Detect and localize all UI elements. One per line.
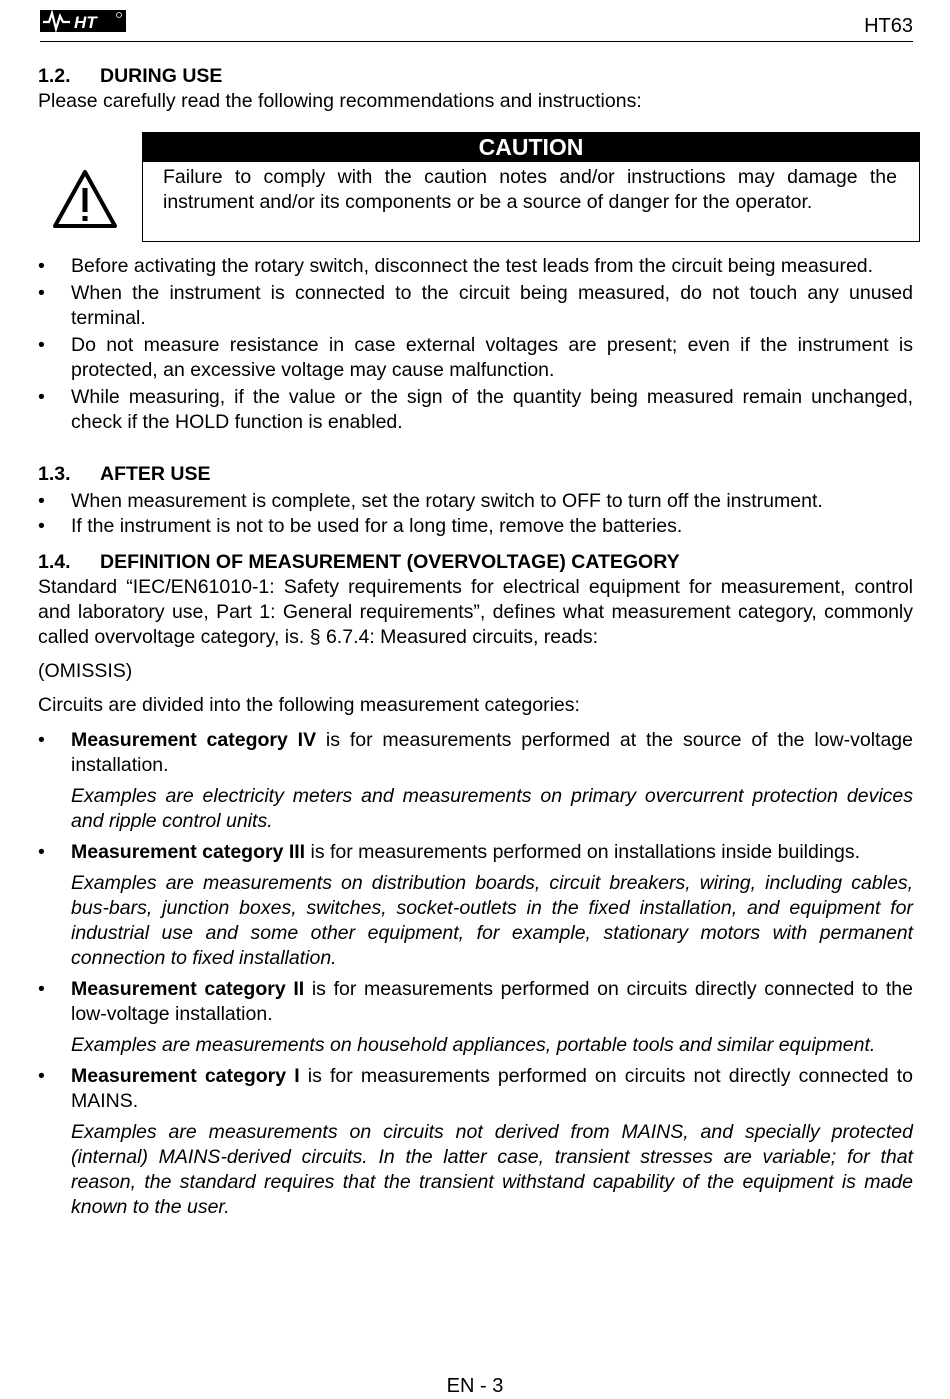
caution-box (142, 162, 920, 242)
after-use-list (38, 489, 913, 539)
bullet: • (38, 729, 45, 751)
category-example: Examples are electricity meters and measurements on primary overcurrent protection devices and ripple control units. (71, 785, 913, 832)
category-item (38, 977, 913, 1027)
caution-block (38, 132, 913, 244)
model-name: HT63 (864, 15, 913, 37)
section-number: 1.4. (38, 551, 71, 573)
bullet: • (38, 334, 45, 356)
standard-paragraph: Standard “IEC/EN61010-1: Safety requirements for electrical equipment for measurement, control and laboratory use, Part 1: General requirements”, defines what measurement category, commonly called overvoltage category, is. § 6.7.4: Measured circuits, reads: (38, 576, 913, 648)
ht-logo (40, 8, 126, 34)
category-example: Examples are measurements on household appliances, portable tools and similar equipment. (71, 1034, 876, 1056)
list-item: • Before activating the rotary switch, disconnect the test leads from the circuit being measured. (38, 255, 874, 277)
list-item: • While measuring, if the value or the sign of the quantity being measured remain unchanged, check if the HOLD function is enabled. (38, 386, 913, 433)
section-title: AFTER USE (100, 463, 211, 485)
categories-intro: Circuits are divided into the following measurement categories: (38, 694, 580, 716)
page-number: EN - 3 (446, 1375, 504, 1397)
omissis-text: (OMISSIS) (38, 660, 133, 682)
section-number: 1.3. (38, 463, 71, 485)
category-text: is for measurements performed on installations inside buildings. (305, 841, 861, 863)
category-label: Measurement category IV (71, 729, 317, 751)
list-item: • When measurement is complete, set the rotary switch to OFF to turn off the instrument. (38, 490, 823, 512)
category-example: Examples are measurements on circuits not derived from MAINS, and specially protected (internal) MAINS-derived circuits. In the latter case, transient stresses are variable; for that reason, the standard requires that the transient withstand capability of the equipment is made known to the user. (71, 1121, 913, 1218)
category-item (38, 840, 913, 865)
section-title: DEFINITION OF MEASUREMENT (OVERVOLTAGE) CATEGORY (100, 551, 680, 573)
category-text: is for measurements performed on circuits directly connected to the low-voltage installation. (71, 978, 914, 1025)
bullet: • (38, 1065, 45, 1087)
section-heading-1-2 (38, 64, 913, 89)
category-item (38, 1064, 913, 1114)
category-text: is for measurements performed at the source of the low-voltage installation. (71, 729, 913, 776)
category-label: Measurement category II (71, 978, 305, 1000)
category-example: Examples are measurements on distribution boards, circuit breakers, wiring, including cables, bus-bars, junction boxes, switches, socket-outlets in the fixed installation, and equipment for industrial use and some other equipment, for example, stationary motors with permanent connection to fixed installation. (71, 872, 913, 969)
bullet: • (38, 978, 45, 1000)
category-text: is for measurements performed on circuits not directly connected to MAINS. (71, 1065, 913, 1112)
page-content (38, 64, 913, 1220)
logo-text: HT (74, 13, 97, 32)
section-heading-1-3 (38, 462, 913, 487)
categories-list (38, 728, 913, 1220)
caution-text: Failure to comply with the caution notes and/or instructions may damage the instrument and/or its components or be a source of danger for the operator. (163, 166, 897, 213)
during-use-list (38, 254, 913, 435)
bullet: • (38, 841, 45, 863)
list-item: • When the instrument is connected to the circuit being measured, do not touch any unused terminal. (38, 282, 913, 329)
bullet: • (38, 386, 45, 408)
list-item: • If the instrument is not to be used for a long time, remove the batteries. (38, 515, 683, 537)
caution-title: CAUTION (142, 132, 920, 162)
list-item: • Do not measure resistance in case external voltages are present; even if the instrument is protected, an excessive voltage may cause malfunction. (38, 334, 913, 381)
bullet: • (38, 490, 45, 512)
warning-triangle-icon (52, 168, 118, 230)
section-intro: Please carefully read the following recommendations and instructions: (38, 90, 642, 112)
category-label: Measurement category III (71, 841, 306, 863)
header-rule (40, 41, 913, 42)
bullet: • (38, 515, 45, 537)
category-label: Measurement category I (71, 1065, 300, 1087)
section-heading-1-4 (38, 550, 913, 575)
bullet: • (38, 282, 45, 304)
section-number: 1.2. (38, 65, 71, 87)
section-title: DURING USE (100, 65, 223, 87)
category-item (38, 728, 913, 778)
bullet: • (38, 255, 45, 277)
